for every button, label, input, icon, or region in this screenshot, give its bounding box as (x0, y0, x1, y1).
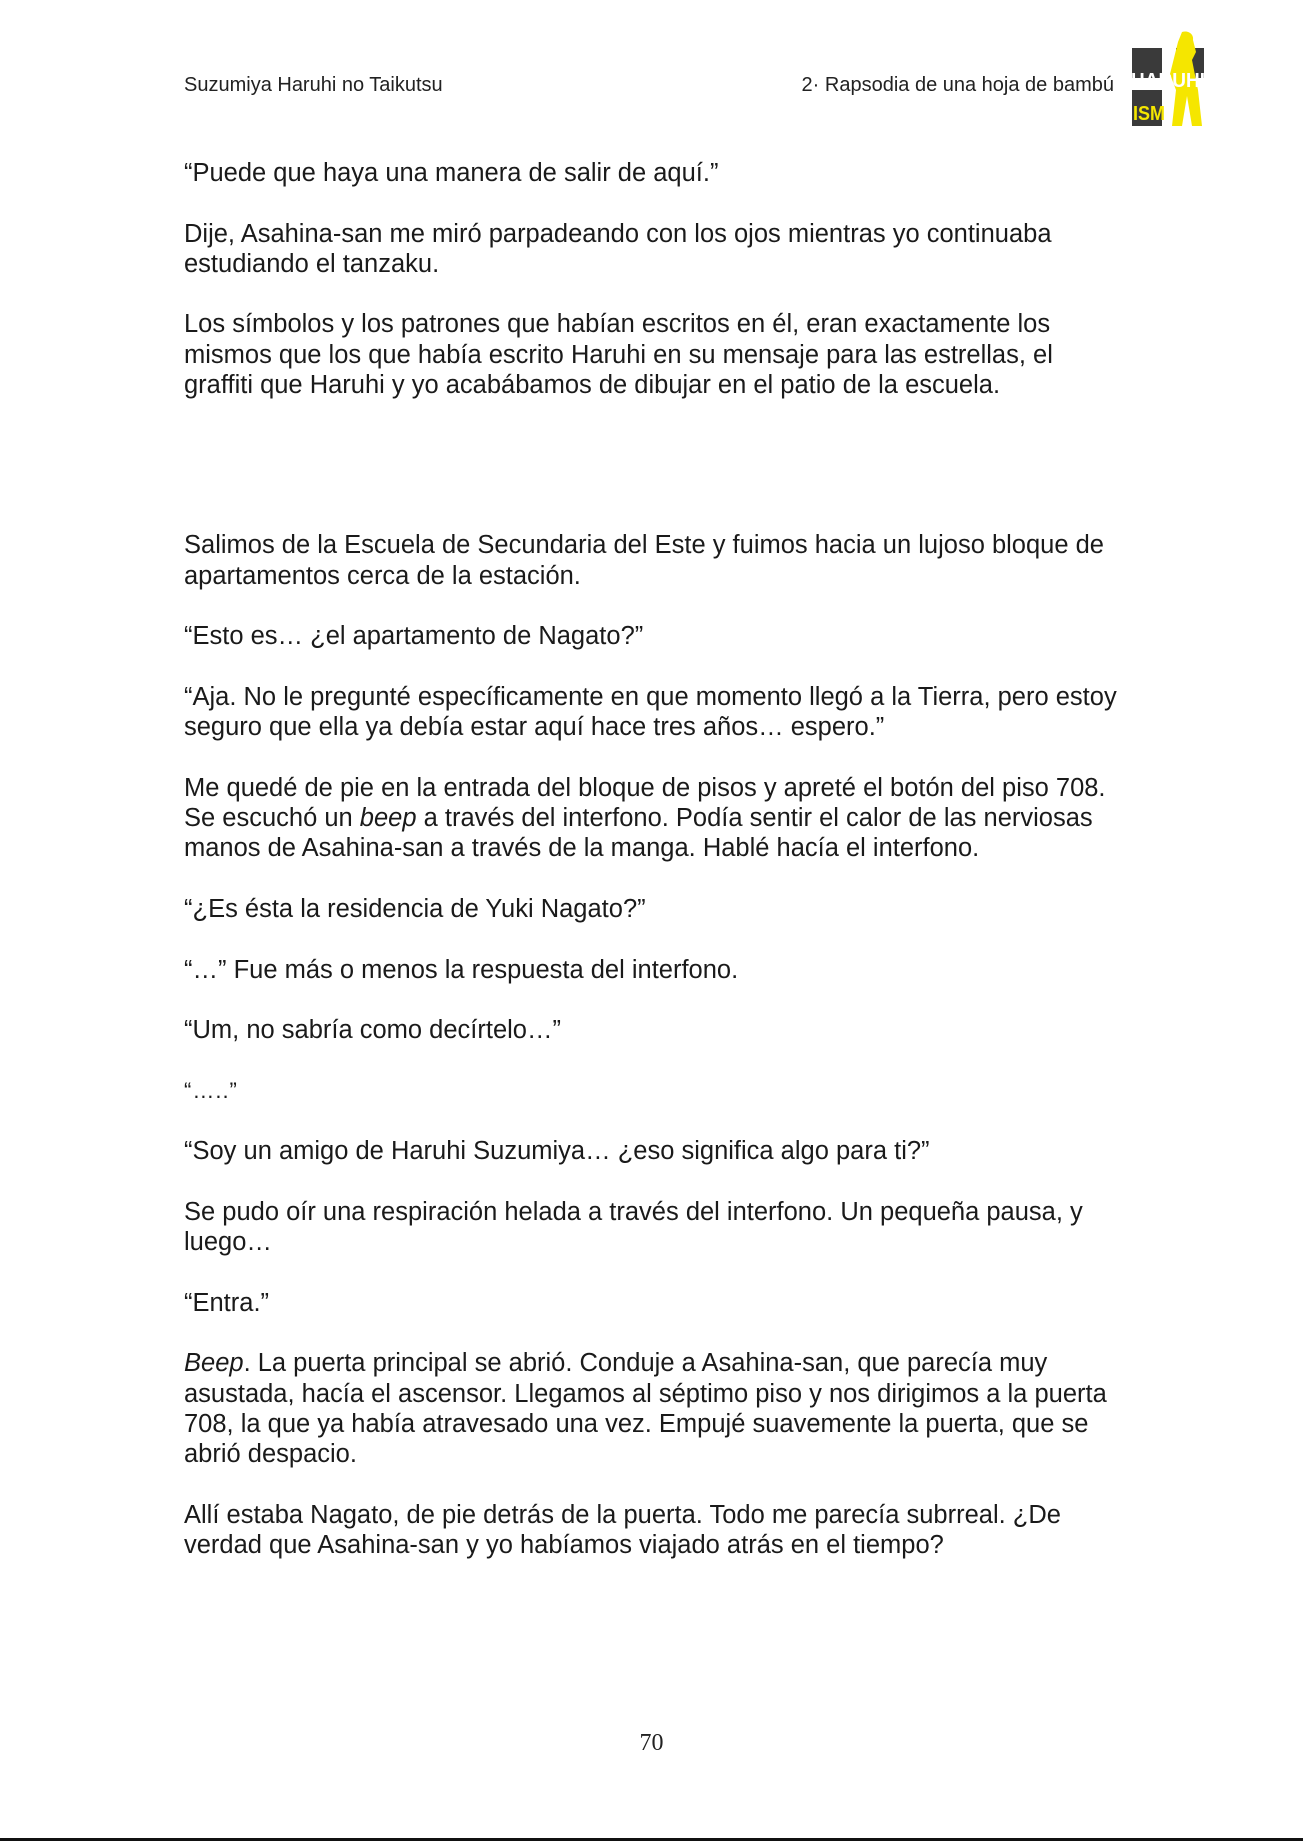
paragraph: Salimos de la Escuela de Secundaria del Este y fuimos hacia un lujoso bloque de apartamentos cerca de la estación. (184, 531, 1104, 590)
haruhi-ism-logo (1130, 30, 1206, 130)
paragraph: “Um, no sabría como decírtelo…” (184, 1016, 561, 1045)
paragraph-text: a través del interfono. Podía sentir el calor de las nerviosas manos de Asahina-san a través de la manga. Hablé hacía el interfono. (184, 804, 1093, 863)
paragraph: “Puede que haya una manera de salir de aquí.” (184, 159, 719, 187)
paragraph (184, 773, 1124, 864)
page-number: 70 (639, 1730, 664, 1756)
paragraph (184, 1348, 1124, 1469)
italic-beep: Beep (184, 1349, 244, 1378)
paragraph: “Aja. No le pregunté específicamente en que momento llegó a la Tierra, pero estoy seguro que ella ya debía estar aquí hace tres años… espero.” (184, 682, 1117, 742)
logo-text-ism: ISM (1133, 103, 1165, 125)
paragraph: “¿Es ésta la residencia de Yuki Nagato?” (184, 894, 646, 923)
chapter-title: 2· Rapsodia de una hoja de bambú (801, 74, 1114, 96)
page-header (0, 0, 1303, 140)
paragraph: Los símbolos y los patrones que habían escritos en él, eran exactamente los mismos que los que había escrito Haruhi en su mensaje para las estrellas, el graffiti que Haruhi y yo acabábamos de dibujar en el patio de la escuela. (184, 310, 1053, 400)
paragraph: “Soy un amigo de Haruhi Suzumiya… ¿eso significa algo para ti?” (184, 1137, 930, 1166)
paragraph-text: Me quedé de pie en la entrada del bloque de pisos y apreté el botón del piso 708. Se escuchó un (184, 773, 1106, 833)
paragraph: “Esto es… ¿el apartamento de Nagato?” (184, 622, 644, 651)
paragraph: “…” Fue más o menos la respuesta del interfono. (184, 955, 739, 984)
chapter-body (184, 158, 1124, 1591)
logo-text-haruhi: HARUHI (1131, 70, 1205, 92)
paragraph-text: . La puerta principal se abrió. Conduje a Asahina-san, que parecía muy asustada, hacía el ascensor. Llegamos al séptimo piso y nos dirigimos a la puerta 708, la que ya había atravesado una vez. Empujé suavemente la puerta, que se abrió despacio. (184, 1349, 1107, 1469)
paragraph: “Entra.” (184, 1288, 270, 1317)
book-title: Suzumiya Haruhi no Taikutsu (184, 74, 443, 96)
italic-beep: beep (359, 804, 417, 833)
paragraph: Dije, Asahina-san me miró parpadeando con los ojos mientras yo continuaba estudiando el tanzaku. (184, 219, 1052, 278)
bottom-divider (0, 1838, 1303, 1841)
paragraph: “…..” (184, 1077, 238, 1103)
paragraph: Allí estaba Nagato, de pie detrás de la puerta. Todo me parecía subrreal. ¿De verdad que Asahina-san y yo habíamos viajado atrás en el tiempo? (184, 1500, 1061, 1560)
paragraph: Se pudo oír una respiración helada a través del interfono. Un pequeña pausa, y luego… (184, 1197, 1083, 1257)
